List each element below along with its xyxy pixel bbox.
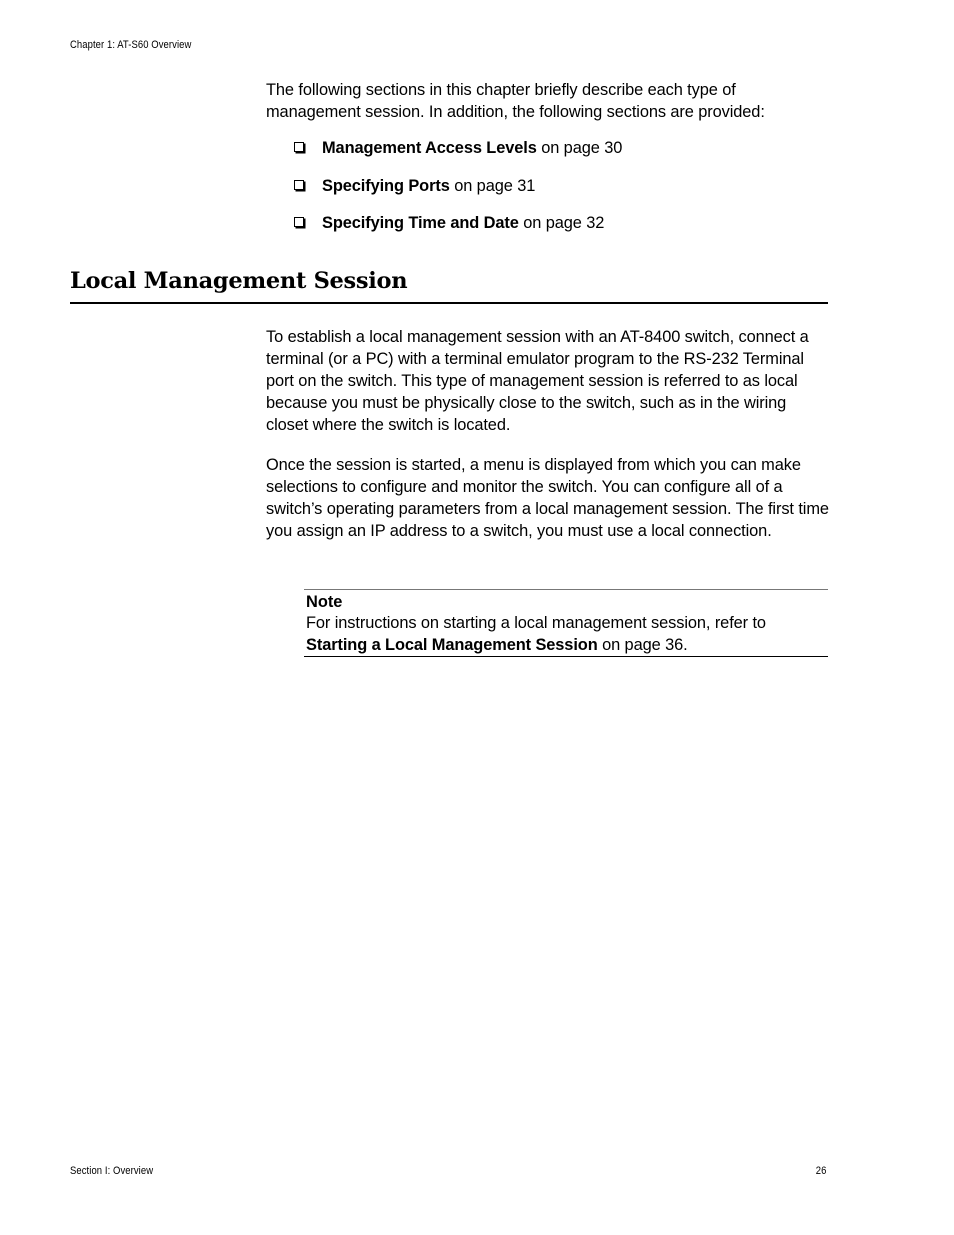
running-header: Chapter 1: AT-S60 Overview: [70, 39, 192, 51]
body-paragraph: Once the session is started, a menu is displayed from which you can make selections to configure and monitor the switch. You can configure all of a switch’s operating parameters from a local management session. The first time you assign an IP address to a switch, you must use a local connection.: [266, 456, 829, 540]
note-box: [304, 589, 828, 657]
heading-divider: [70, 302, 828, 304]
body-paragraph: To establish a local management session with an AT-8400 switch, connect a terminal (or a PC) with a terminal emulator program to the RS-232 Terminal port on the switch. This type of management session is referred to as local because you must be physically close to the switch, such as in the wiring closet where the switch is located.: [266, 328, 809, 434]
page-reference: on page 30: [536, 139, 623, 157]
list-item: [294, 137, 622, 175]
section-list: [294, 137, 622, 250]
page-reference: on page 32: [518, 214, 605, 232]
list-item: [294, 212, 622, 250]
section-heading: Local Management Session: [70, 268, 408, 294]
cross-reference-link[interactable]: Specifying Time and Date: [322, 214, 519, 232]
cross-reference-link[interactable]: Management Access Levels: [322, 139, 537, 157]
checkbox-bullet-icon: [294, 180, 304, 190]
intro-paragraph: The following sections in this chapter briefly describe each type of management session. In addition, the following sections are provided:: [266, 81, 765, 121]
checkbox-bullet-icon: [294, 142, 304, 152]
page-number: 26: [815, 1165, 827, 1177]
running-footer: Section I: Overview: [70, 1165, 154, 1177]
list-item: [294, 175, 622, 213]
cross-reference-link[interactable]: Specifying Ports: [322, 176, 450, 195]
note-label: Note: [306, 593, 343, 611]
note-text: [306, 612, 828, 656]
page-reference: on page 31: [449, 176, 536, 195]
cross-reference-link[interactable]: Starting a Local Management Session: [306, 636, 598, 654]
checkbox-bullet-icon: [294, 217, 304, 227]
note-text-before: For instructions on starting a local management session, refer to: [306, 614, 766, 632]
note-text-after: on page 36.: [597, 636, 688, 654]
